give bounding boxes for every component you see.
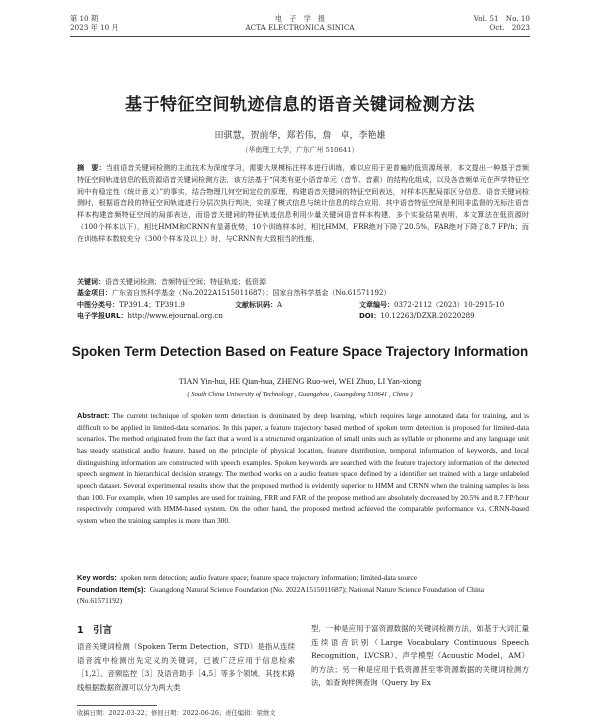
header-center	[70, 14, 530, 32]
doc-code-value: A	[277, 300, 283, 309]
abstract-zh-label: 摘 要：	[77, 163, 106, 172]
affiliation-zh: （华南理工大学，广东广州 510641）	[241, 146, 359, 154]
keywords-en	[77, 572, 529, 584]
doi-value[interactable]: 10.12263/DZXB.20220289	[380, 312, 475, 321]
clc-value: TP391.4；TP391.9	[119, 300, 185, 309]
header-date: 2023 年 10 月	[70, 23, 119, 32]
article-number-value: 0372-2112（2023）10-2915-10	[394, 300, 505, 309]
fund-zh-label: 基金项目：	[77, 289, 112, 298]
abstract-zh-text: 当前语音关键词检测的主流技术为深度学习，需要大规模标注样本进行训练，难以应用于更普遍的低资源场景．本文提出一种基于音频特征空间轨迹信息的低资源语音关键词检测方法，该方法基于“同类有更小语音单元（音节、音素）的结构化组成，以及各音频单元在声学特征空间中有稳定性（统计意义）”的事实，结合物理几何空间定位的原理，构建语音关键词的特征空间表达，对样本匹配局部区分信息．语音关键词检测时，根据语音段的特征空间轨迹进行分层次执行判决，实现了模式信息与统计信息的综合应用．其中语音特征空间是利用非监督的无标注语音样本构建音频特征空间的局部表达，而语音关键词的特征轨迹信息利用少量关键词语音样本构建．多个实验结果表明，本文算法在低资源时（100个样本以下），相比HMM和CRNN有显著优势，10个训练样本时，相比HMM，FRR绝对下降了20.5%，FAR绝对下降了8.7 FP/h；而在训练样本数较充分（300个样本及以上）时，与CRNN有大致相当的性能．	[77, 163, 530, 243]
fund-zh-value: 广东省自然科学基金（No.2022A1515011687）；国家自然科学基金（No.61571192）	[112, 289, 391, 298]
journal-name-zh: 电 子 学 报	[274, 14, 326, 23]
header-rule	[70, 36, 530, 37]
doi	[359, 311, 475, 322]
authors-zh: 田骐慧，贺前华，郑若伟，詹 卓，李艳雄	[214, 131, 386, 141]
abstract-en	[77, 410, 529, 527]
doc-code-label: 文献标识码：	[235, 300, 277, 309]
classification-row	[77, 300, 529, 311]
fund-zh	[77, 288, 529, 299]
article-metadata	[77, 277, 529, 323]
url-doi-row	[77, 311, 529, 322]
journal-name-en: ACTA ELECTRONICA SINICA	[245, 23, 355, 32]
paper-title-en: Spoken Term Detection Based on Feature Space Trajectory Information	[71, 344, 529, 359]
footnote-rule	[77, 705, 157, 706]
doi-label: DOI：	[359, 312, 381, 321]
clc-number	[77, 300, 235, 311]
keywords-fund-en	[77, 572, 529, 607]
fund-en-label: Foundation Item(s):	[77, 584, 146, 594]
article-number	[359, 300, 529, 311]
doc-code	[235, 300, 359, 311]
header-right	[474, 14, 530, 32]
url-value[interactable]: http://www.ejournal.org.cn	[127, 312, 223, 321]
fund-en-value: Guangdong Natural Science Foundation (No. 2022A1515011687); National Nature Science Foundation of China (No.61571192)	[77, 584, 484, 606]
url-label: 电子学报URL：	[77, 312, 128, 321]
header-volume: Vol. 51 No. 10	[473, 14, 530, 23]
authors-en: TIAN Yin-hui, HE Qian-hua, ZHENG Ruo-wei, WEI Zhuo, LI Yan-xiong	[178, 377, 422, 386]
keywords-zh-value: 语音关键词检测；音频特征空间；特征轨迹；低资源	[105, 278, 266, 286]
footnote-received: 收稿日期：2022-03-22；修回日期：2022-06-26；责任编辑：梁维文	[77, 710, 276, 717]
affiliation-en: ( South China University of Technology , Guangzhou , Guangdong 510641 , China )	[187, 391, 413, 398]
body-column-left: 语音关键词检测（Spoken Term Detection，STD）是指从连续语音流中检测出先定义的关键词，已被广泛应用于信息检索［1,2］、音频监控［3］及语音助手［4,5］等多个领域．其技术路线根据数据资源可以分为两大类	[77, 642, 295, 692]
body-column-right: 型．一种是应用于富资源数据的关键词检测方法，如基于大词汇量连续语音识别（Large Vocabulary Continuous Speech Recognition，LVCSR）、声学模型（Acoustic Model，AM）的方法；另一种是应用于低资源甚至零资源数据的关键词检测方法，如查询样例查询（Query by Ex	[311, 624, 529, 688]
keywords-en-label: Key words:	[77, 573, 117, 582]
section-heading-intro: 1 引言	[77, 625, 113, 636]
article-number-label: 文章编号：	[359, 300, 394, 309]
keywords-en-value: spoken term detection; audio feature space; feature space trajectory information; limited-data source	[120, 573, 418, 582]
abstract-zh	[77, 162, 529, 245]
journal-url	[77, 311, 359, 322]
keywords-zh	[77, 277, 529, 288]
keywords-zh-label: 关键词：	[77, 278, 105, 286]
fund-en	[77, 584, 529, 607]
header-issue: 第 10 期	[70, 14, 99, 23]
abstract-en-text: The current technique of spoken term detection is dominated by deep learning, which requires large annotated data for training, and is difficult to be applied in limited-data scenarios. In this paper, a feature trajectory based method of spoken term detection is proposed for limited-data scenarios. The method originated from the fact that a word is a structured organization of small units such as syllable or phoneme and any language unit has steady statistical audio feature. based on the principle of physical location, feature distribution, temporal information of keywords, and local distinguishing information are constructed with speech examples. Spoken keywords are searched with the feature trajectory information of the detected speech segment in hierarchical decision strategy. The method works on a audio feature space defined by a identifier set trained with a large unlabeled speech dataset. Several experimental results show that the proposed method is evidently superior to HMM and CRNN when the training samples is less than 100. For example, when 10 samples are used for training, FRR and FAR of the propose method are absolutely decreased by 20.5% and 8.7 FP/hour respectively compared with HMM-based system. On the other hand, the proposed method achieved the comparable performance v.s. CRNN-based system when the training samples is more than 300.	[77, 411, 529, 525]
header-month: Oct. 2023	[489, 23, 530, 32]
paper-title-zh: 基于特征空间轨迹信息的语音关键词检测方法	[125, 95, 475, 115]
abstract-en-label: Abstract:	[77, 411, 110, 420]
clc-label: 中图分类号：	[77, 300, 119, 309]
